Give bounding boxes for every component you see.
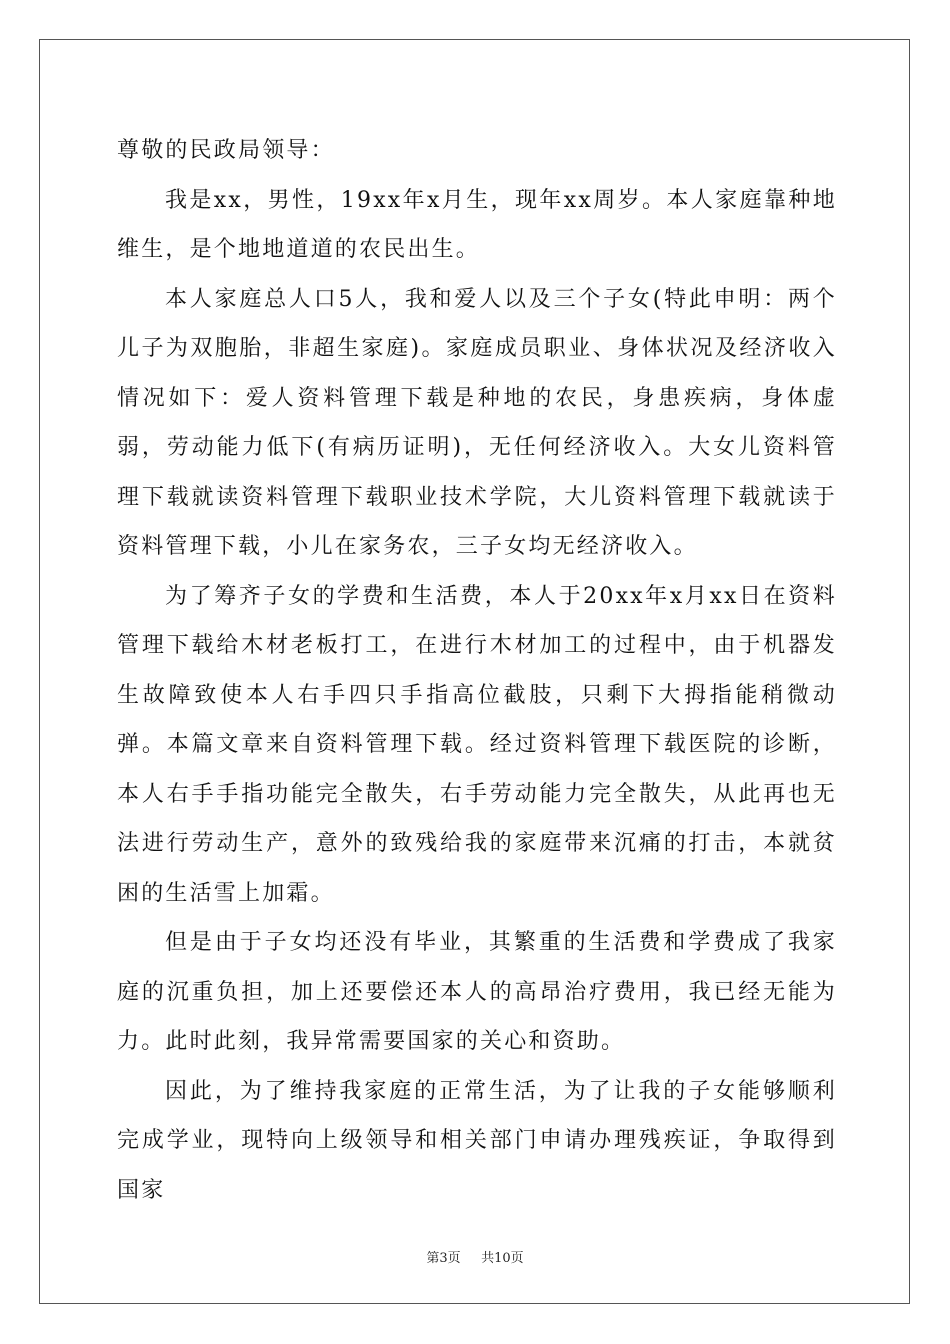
salutation: 尊敬的民政局领导： [117, 138, 335, 163]
page-footer [0, 1247, 950, 1266]
page-total: 共10页 [481, 1251, 524, 1266]
paragraph-2: 本人家庭总人口5人，我和爱人以及三个子女(特此申明：两个儿子为双胞胎，非超生家庭)。家庭成员职业、身体状况及经济收入情况如下：爱人资料管理下载是种地的农民，身患疾病，身体虚弱，劳动能力低下(有病历证明)，无任何经济收入。大女儿资料管理下载就读资料管理下载职业技术学院，大儿资料管理下载就读于资料管理下载，小儿在家务农，三子女均无经济收入。 [117, 286, 837, 559]
paragraph-4: 但是由于子女均还没有毕业，其繁重的生活费和学费成了我家庭的沉重负担，加上还要偿还本人的高昂治疗费用，我已经无能为力。此时此刻，我异常需要国家的关心和资助。 [117, 930, 837, 1054]
page-number: 第3页 [426, 1251, 461, 1266]
paragraph-1: 我是xx，男性，19xx年x月生，现年xx周岁。本人家庭靠种地维生，是个地地道道的农民出生。 [117, 187, 837, 262]
document-body [117, 126, 837, 1215]
paragraph-5: 因此，为了维持我家庭的正常生活，为了让我的子女能够顺利完成学业，现特向上级领导和相关部门申请办理残疾证，争取得到国家 [117, 1078, 837, 1203]
paragraph-3: 为了筹齐子女的学费和生活费，本人于20xx年x月xx日在资料管理下载给木材老板打工，在进行木材加工的过程中，由于机器发生故障致使本人右手四只手指高位截肢，只剩下大拇指能稍微动弹。本篇文章来自资料管理下载。经过资料管理下载医院的诊断，本人右手手指功能完全散失，右手劳动能力完全散失，从此再也无法进行劳动生产，意外的致残给我的家庭带来沉痛的打击，本就贫困的生活雪上加霜。 [117, 583, 837, 906]
